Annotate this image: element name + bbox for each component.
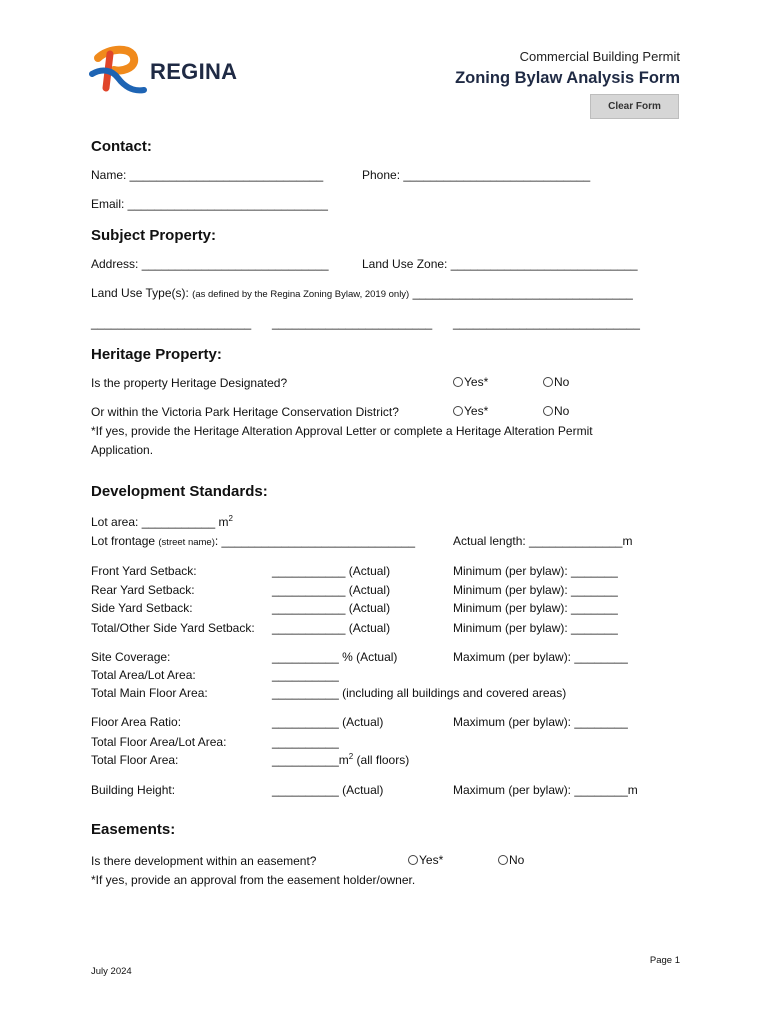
land-use-type-line: _________________________________ xyxy=(409,286,633,300)
no-label: No xyxy=(509,853,525,867)
easement-yes[interactable] xyxy=(408,853,443,867)
easement-question: Is there development within an easement? xyxy=(91,854,317,868)
lot-frontage-line: : _____________________________ xyxy=(214,534,416,548)
radio-icon[interactable] xyxy=(453,406,463,416)
name-field[interactable]: Name: _____________________________ xyxy=(91,168,324,182)
heritage-heading: Heritage Property: xyxy=(91,346,222,363)
building-height-value[interactable]: __________ (Actual) xyxy=(272,783,384,797)
victoria-park-yes[interactable] xyxy=(453,404,488,418)
total-area-lot-value[interactable]: __________ xyxy=(272,668,339,682)
heritage-note-line-1: *If yes, provide the Heritage Alteration Approval Letter or complete a Heritage Alteration Permit xyxy=(91,424,593,438)
clear-form-button[interactable]: Clear Form xyxy=(590,94,679,119)
front-yard-setback-min[interactable]: Minimum (per bylaw): _______ xyxy=(453,564,618,578)
total-side-yard-setback-label: Total/Other Side Yard Setback: xyxy=(91,621,255,635)
rear-yard-setback-value[interactable]: ___________ (Actual) xyxy=(272,583,391,597)
brand-name: REGINA xyxy=(150,59,238,84)
superscript-2: 2 xyxy=(348,752,354,761)
land-use-type-label: Land Use Type(s): xyxy=(91,286,193,300)
contact-heading: Contact: xyxy=(91,138,152,155)
lot-area-label: Lot area: ___________ m xyxy=(91,515,229,529)
heritage-designated-yes[interactable] xyxy=(453,375,488,389)
easement-no[interactable] xyxy=(498,853,524,867)
total-floor-area-suffix: (all floors) xyxy=(353,753,410,767)
front-yard-setback-label: Front Yard Setback: xyxy=(91,564,197,578)
heritage-note-line-2: Application. xyxy=(91,443,154,457)
lot-frontage-field[interactable] xyxy=(91,534,415,550)
easements-heading: Easements: xyxy=(91,821,176,838)
development-standards-heading: Development Standards: xyxy=(91,483,268,500)
total-floor-area-value[interactable] xyxy=(272,753,409,767)
total-floor-area-label: Total Floor Area: xyxy=(91,753,179,767)
no-label: No xyxy=(554,375,570,389)
total-area-lot-label: Total Area/Lot Area: xyxy=(91,668,196,682)
radio-icon[interactable] xyxy=(498,855,508,865)
total-main-floor-value[interactable]: __________ (including all buildings and covered areas) xyxy=(272,686,567,700)
land-use-type-field[interactable] xyxy=(91,286,633,302)
side-yard-setback-label: Side Yard Setback: xyxy=(91,601,193,615)
site-coverage-max[interactable]: Maximum (per bylaw): ________ xyxy=(453,650,628,664)
lot-frontage-note: (street name) xyxy=(158,537,215,548)
phone-field[interactable]: Phone: ____________________________ xyxy=(362,168,591,182)
form-title: Zoning Bylaw Analysis Form xyxy=(455,69,680,87)
land-use-type-note: (as defined by the Regina Zoning Bylaw, 2019 only) xyxy=(192,289,410,300)
lot-area-field[interactable] xyxy=(91,515,233,529)
total-main-floor-label: Total Main Floor Area: xyxy=(91,686,208,700)
email-field[interactable]: Email: ______________________________ xyxy=(91,197,328,211)
heritage-designated-question: Is the property Heritage Designated? xyxy=(91,376,288,390)
yes-label: Yes* xyxy=(419,853,444,867)
site-coverage-value[interactable]: __________ % (Actual) xyxy=(272,650,398,664)
actual-length-field[interactable]: Actual length: ______________m xyxy=(453,534,633,548)
no-label: No xyxy=(554,404,570,418)
form-subtitle: Commercial Building Permit xyxy=(519,49,680,64)
rear-yard-setback-label: Rear Yard Setback: xyxy=(91,583,195,597)
site-coverage-label: Site Coverage: xyxy=(91,650,171,664)
radio-icon[interactable] xyxy=(453,377,463,387)
land-use-blank-2[interactable]: ________________________ xyxy=(272,316,433,330)
radio-icon[interactable] xyxy=(408,855,418,865)
building-height-max[interactable]: Maximum (per bylaw): ________m xyxy=(453,783,638,797)
yes-label: Yes* xyxy=(464,404,489,418)
page-number: Page 1 xyxy=(649,955,680,966)
total-floor-area-lot-label: Total Floor Area/Lot Area: xyxy=(91,735,227,749)
building-height-label: Building Height: xyxy=(91,783,176,797)
rear-yard-setback-min[interactable]: Minimum (per bylaw): _______ xyxy=(453,583,618,597)
total-floor-area-lot-value[interactable]: __________ xyxy=(272,735,339,749)
victoria-park-question: Or within the Victoria Park Heritage Conservation District? xyxy=(91,405,399,419)
heritage-designated-no[interactable] xyxy=(543,375,569,389)
address-field[interactable]: Address: ____________________________ xyxy=(91,257,329,271)
radio-icon[interactable] xyxy=(543,406,553,416)
land-use-blank-1[interactable]: ________________________ xyxy=(91,316,252,330)
easement-note: *If yes, provide an approval from the easement holder/owner. xyxy=(91,873,416,887)
radio-icon[interactable] xyxy=(543,377,553,387)
floor-area-ratio-label: Floor Area Ratio: xyxy=(91,715,182,729)
yes-label: Yes* xyxy=(464,375,489,389)
lot-frontage-label: Lot frontage xyxy=(91,534,159,548)
land-use-blank-3[interactable]: ____________________________ xyxy=(453,316,640,330)
land-use-zone-field[interactable]: Land Use Zone: ____________________________ xyxy=(362,257,638,271)
total-side-yard-setback-min[interactable]: Minimum (per bylaw): _______ xyxy=(453,621,618,635)
floor-area-ratio-max[interactable]: Maximum (per bylaw): ________ xyxy=(453,715,628,729)
footer-date: July 2024 xyxy=(91,966,132,977)
victoria-park-no[interactable] xyxy=(543,404,569,418)
total-floor-area-line: __________m xyxy=(272,753,349,767)
superscript-2: 2 xyxy=(228,514,233,523)
subject-property-heading: Subject Property: xyxy=(91,227,217,244)
front-yard-setback-value[interactable]: ___________ (Actual) xyxy=(272,564,391,578)
side-yard-setback-value[interactable]: ___________ (Actual) xyxy=(272,601,391,615)
floor-area-ratio-value[interactable]: __________ (Actual) xyxy=(272,715,384,729)
total-side-yard-setback-value[interactable]: ___________ (Actual) xyxy=(272,621,391,635)
regina-logo-icon xyxy=(88,44,150,98)
side-yard-setback-min[interactable]: Minimum (per bylaw): _______ xyxy=(453,601,618,615)
